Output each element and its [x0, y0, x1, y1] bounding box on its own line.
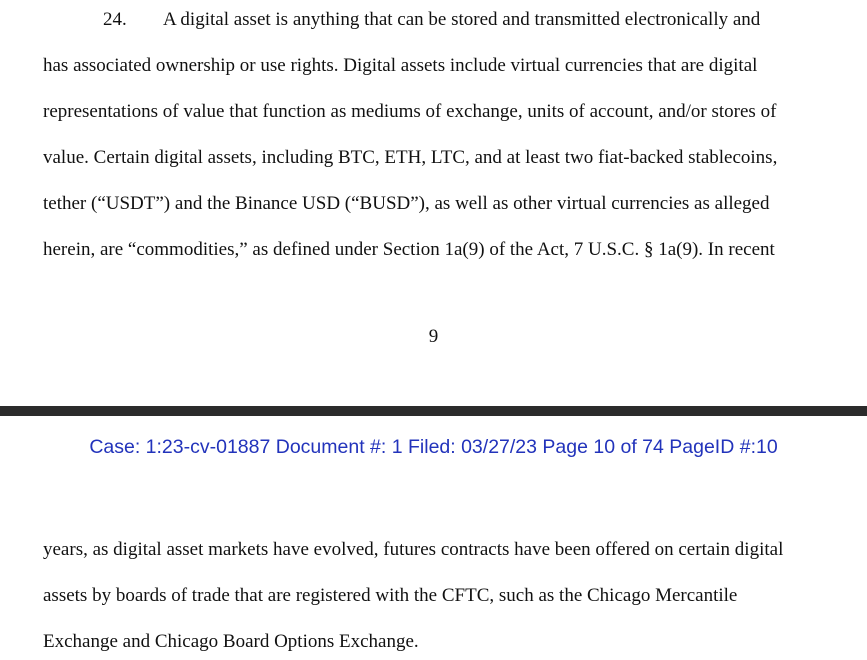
body-text-line: herein, are “commodities,” as defined under Section 1a(9) of the Act, 7 U.S.C. § 1a(9). In recent: [43, 239, 775, 260]
body-text-line: A digital asset is anything that can be stored and transmitted electronically and: [163, 9, 761, 30]
paragraph-number: 24.: [103, 9, 127, 30]
body-text-line: value. Certain digital assets, including BTC, ETH, LTC, and at least two fiat-backed stablecoins,: [43, 147, 778, 168]
body-text-line: years, as digital asset markets have evolved, futures contracts have been offered on certain digital: [43, 539, 784, 560]
body-text-line: has associated ownership or use rights. Digital assets include virtual currencies that are digital: [43, 55, 758, 76]
body-text-line: Exchange and Chicago Board Options Exchange.: [43, 631, 419, 652]
page-separator: [0, 406, 867, 416]
case-header: Case: 1:23-cv-01887 Document #: 1 Filed: 03/27/23 Page 10 of 74 PageID #:10: [89, 436, 778, 458]
body-text-line: tether (“USDT”) and the Binance USD (“BUSD”), as well as other virtual currencies as alleged: [43, 193, 770, 214]
body-text-line: assets by boards of trade that are registered with the CFTC, such as the Chicago Mercantile: [43, 585, 738, 606]
body-text-line: representations of value that function as mediums of exchange, units of account, and/or stores of: [43, 101, 777, 122]
page-number: 9: [428, 326, 439, 347]
